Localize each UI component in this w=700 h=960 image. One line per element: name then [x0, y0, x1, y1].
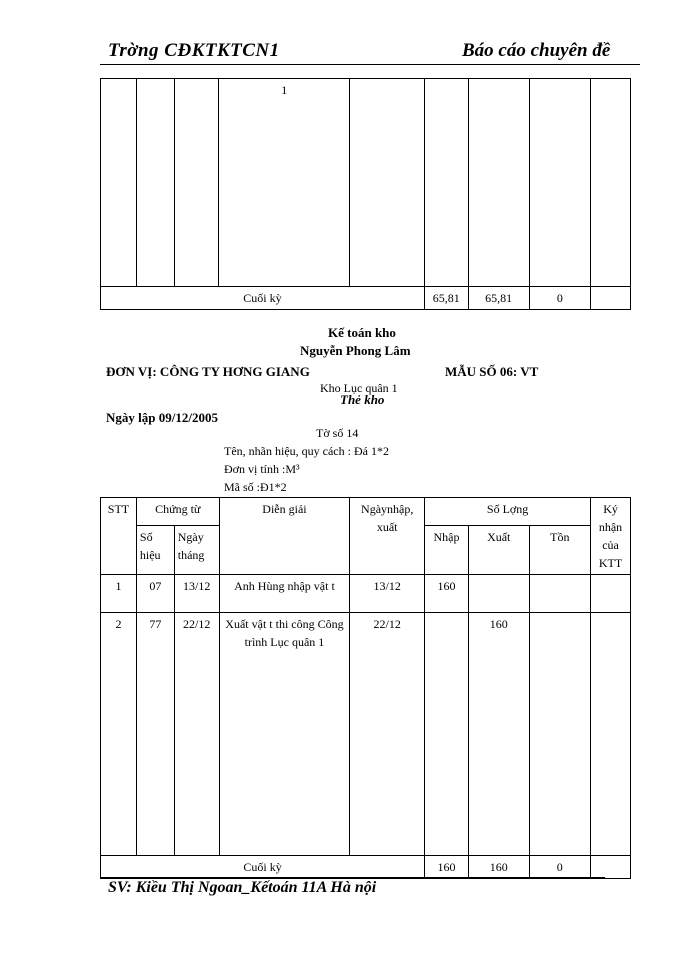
row-ton	[529, 575, 591, 613]
header-chung-tu: Chứng từ	[136, 498, 219, 526]
row-ngay-nx: 22/12	[350, 613, 425, 856]
total-ton: 0	[529, 287, 591, 310]
cell	[591, 287, 631, 310]
company-unit: ĐƠN VỊ: CÔNG TY HƠNG GIANG	[106, 364, 310, 379]
total-label: Cuối kỳ	[101, 856, 425, 879]
continued-table	[100, 78, 631, 310]
header-ngay-nhap-xuat: Ngàynhập, xuất	[350, 498, 425, 575]
row-so-hieu: 07	[136, 575, 174, 613]
page-footer-student: SV: Kiều Thị Ngoan_Kếtoán 11A Hà nội	[108, 879, 377, 896]
stock-card-table	[100, 497, 631, 879]
cell	[529, 79, 591, 287]
warehouse-name: Kho Lục quân 1	[320, 381, 398, 395]
row-nhap	[425, 613, 469, 856]
cell	[591, 856, 631, 879]
header-stt: STT	[101, 498, 137, 575]
page-header-report: Báo cáo chuyên đề	[462, 40, 611, 61]
header-ton: Tồn	[529, 525, 591, 574]
sheet-number: Tờ số 14	[316, 426, 359, 440]
header-dien-giai: Diễn giải	[219, 498, 350, 575]
header-rule	[100, 64, 640, 65]
header-row-1	[101, 498, 631, 526]
row-dien-giai: Anh Hùng nhập vật t	[219, 575, 350, 613]
unit-of-measure: Đơn vị tính :M³	[224, 462, 300, 476]
total-xuat: 160	[468, 856, 529, 879]
cell	[174, 79, 219, 287]
row-nhap: 160	[425, 575, 469, 613]
cell	[350, 79, 424, 287]
row-ngay: 22/12	[174, 613, 219, 856]
row-ngay-nx: 13/12	[350, 575, 425, 613]
signoff-title: Kế toán kho	[328, 325, 396, 340]
table-row	[101, 575, 631, 613]
continued-text-cell	[219, 79, 350, 287]
row-ky-nhan	[591, 575, 631, 613]
total-label: Cuối kỳ	[101, 287, 425, 310]
page-header-school: Trờng CĐKTKTCN1	[108, 40, 280, 61]
cell	[468, 79, 529, 287]
total-nhap: 65,81	[424, 287, 468, 310]
continued-row	[101, 79, 631, 287]
item-name: Tên, nhãn hiệu, quy cách : Đá 1*2	[224, 444, 389, 458]
row-ton	[529, 613, 591, 856]
row-ky-nhan	[591, 613, 631, 856]
cell	[101, 79, 137, 287]
date-created: Ngày lập 09/12/2005	[106, 410, 218, 425]
row-stt: 2	[101, 613, 137, 856]
row-stt: 1	[101, 575, 137, 613]
total-ton: 0	[529, 856, 591, 879]
row-xuat	[468, 575, 529, 613]
table-row	[101, 613, 631, 856]
continued-text: 1	[281, 83, 288, 97]
row-so-hieu: 77	[136, 613, 174, 856]
total-xuat: 65,81	[468, 287, 529, 310]
continued-total-row	[101, 287, 631, 310]
header-nhap: Nhập	[425, 525, 469, 574]
total-row	[101, 856, 631, 879]
footer-rule	[100, 877, 605, 878]
header-ngay-thang: Ngày tháng	[174, 525, 219, 574]
form-number: MẪU SỐ 06: VT	[445, 364, 539, 379]
cell	[136, 79, 174, 287]
row-ngay: 13/12	[174, 575, 219, 613]
row-dien-giai: Xuất vật t thi công Công trình Lục quân 1	[219, 613, 350, 856]
header-so-hieu: Số hiệu	[136, 525, 174, 574]
row-xuat: 160	[468, 613, 529, 856]
header-ky-nhan: Ký nhận của KTT	[591, 498, 631, 575]
cell	[424, 79, 468, 287]
cell	[591, 79, 631, 287]
header-xuat: Xuất	[468, 525, 529, 574]
total-nhap: 160	[425, 856, 469, 879]
header-so-luong: Số Lợng	[425, 498, 591, 526]
item-code: Mã số :Đ1*2	[224, 480, 287, 494]
document-title: Thẻ kho	[340, 392, 385, 407]
signoff-name: Nguyễn Phong Lâm	[300, 343, 411, 358]
